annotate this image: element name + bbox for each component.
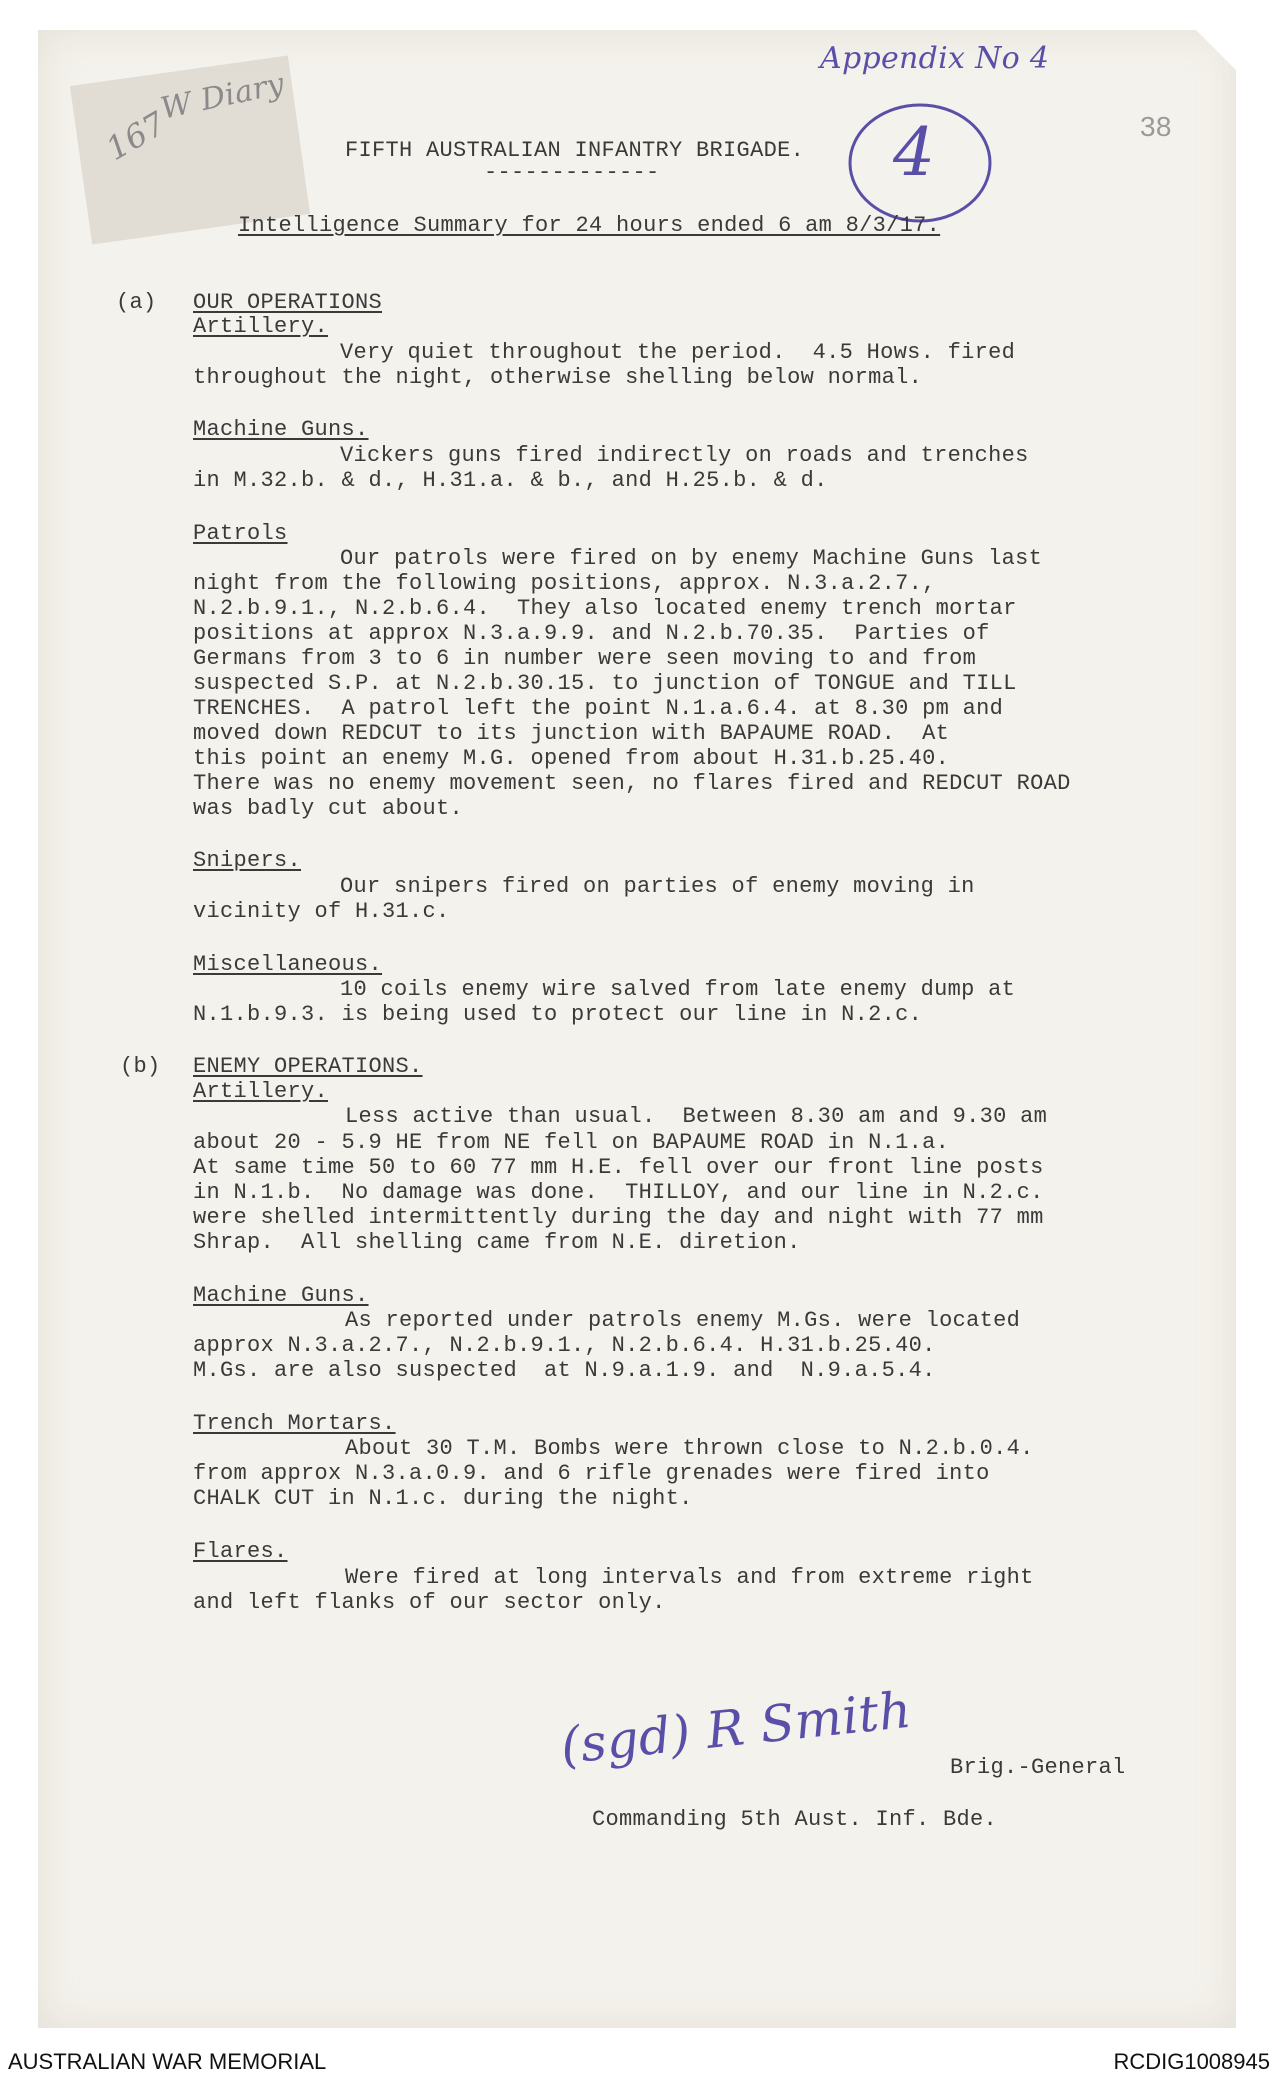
patrols-line: There was no enemy movement seen, no flares fired and REDCUT ROAD <box>193 771 1071 796</box>
page-number: 38 <box>1140 111 1172 142</box>
enemy-artillery-line: Less active than usual. Between 8.30 am and 9.30 am <box>345 1104 1048 1129</box>
document-title: FIFTH AUSTRALIAN INFANTRY BRIGADE. <box>345 138 805 163</box>
patrols-line: positions at approx N.3.a.9.9. and N.2.b.70.35. Parties of <box>193 621 990 646</box>
trench-mortars-line: CHALK CUT in N.1.c. during the night. <box>193 1486 693 1511</box>
circled-number: 4 <box>893 114 936 191</box>
flares-line: Were fired at long intervals and from extreme right <box>345 1565 1034 1590</box>
enemy-artillery-line: were shelled intermittently during the day and night with 77 mm <box>193 1205 1044 1230</box>
footer-archive-name: AUSTRALIAN WAR MEMORIAL <box>8 2049 327 2074</box>
corner-note-text: W Diary <box>157 66 288 127</box>
handwritten-signature: (sgd) R Smith <box>557 1680 915 1776</box>
signature-command: Commanding 5th Aust. Inf. Bde. <box>592 1807 998 1832</box>
snipers-line: Our snipers fired on parties of enemy moving in <box>340 874 975 899</box>
section-a-marker: (a) <box>116 290 157 315</box>
patrols-line: TRENCHES. A patrol left the point N.1.a.6.4. at 8.30 pm and <box>193 696 1004 721</box>
our-machine-guns-heading: Machine Guns. <box>193 417 369 442</box>
our-artillery-line: throughout the night, otherwise shelling below normal. <box>193 365 923 390</box>
appendix-annotation: Appendix No 4 <box>820 41 1050 76</box>
footer-record-id: RCDIG1008945 <box>1113 2049 1270 2074</box>
our-machine-guns-line: in M.32.b. & d., H.31.a. & b., and H.25.b. & d. <box>193 468 828 493</box>
miscellaneous-line: 10 coils enemy wire salved from late enemy dump at <box>340 977 1016 1002</box>
flares-line: and left flanks of our sector only. <box>193 1590 666 1615</box>
snipers-heading: Snipers. <box>193 848 302 873</box>
our-machine-guns-line: Vickers guns fired indirectly on roads and trenches <box>340 443 1029 468</box>
our-artillery-line: Very quiet throughout the period. 4.5 Hows. fired <box>340 340 1016 365</box>
patrols-line: suspected S.P. at N.2.b.30.15. to junction of TONGUE and TILL <box>193 671 1017 696</box>
miscellaneous-line: N.1.b.9.3. is being used to protect our line in N.2.c. <box>193 1002 923 1027</box>
enemy-machine-guns-heading: Machine Guns. <box>193 1283 369 1308</box>
enemy-artillery-line: Shrap. All shelling came from N.E. diretion. <box>193 1230 801 1255</box>
title-rule: ------------- <box>484 160 660 185</box>
patrols-line: Our patrols were fired on by enemy Machine Guns last <box>340 546 1043 571</box>
enemy-machine-guns-line: approx N.3.a.2.7., N.2.b.9.1., N.2.b.6.4. H.31.b.25.40. <box>193 1333 936 1358</box>
section-b-marker: (b) <box>120 1054 161 1079</box>
enemy-machine-guns-line: As reported under patrols enemy M.Gs. were located <box>345 1308 1021 1333</box>
patrols-line: Germans from 3 to 6 in number were seen moving to and from <box>193 646 977 671</box>
document-subtitle: Intelligence Summary for 24 hours ended 6 am 8/3/17. <box>238 213 941 238</box>
our-artillery-heading: Artillery. <box>193 314 329 339</box>
corner-note-number: 167 <box>99 104 173 168</box>
trench-mortars-line: from approx N.3.a.0.9. and 6 rifle grenades were fired into <box>193 1461 990 1486</box>
enemy-artillery-line: in N.1.b. No damage was done. THILLOY, and our line in N.2.c. <box>193 1180 1044 1205</box>
patrols-heading: Patrols <box>193 521 288 546</box>
patrols-line: this point an enemy M.G. opened from about H.31.b.25.40. <box>193 746 950 771</box>
enemy-artillery-line: about 20 - 5.9 HE from NE fell on BAPAUME ROAD in N.1.a. <box>193 1130 950 1155</box>
patrols-line: night from the following positions, approx. N.3.a.2.7., <box>193 571 936 596</box>
patrols-line: was badly cut about. <box>193 796 464 821</box>
section-a-heading: OUR OPERATIONS <box>193 290 383 315</box>
enemy-artillery-line: At same time 50 to 60 77 mm H.E. fell over our front line posts <box>193 1155 1044 1180</box>
enemy-artillery-heading: Artillery. <box>193 1079 329 1104</box>
miscellaneous-heading: Miscellaneous. <box>193 952 383 977</box>
flares-heading: Flares. <box>193 1539 288 1564</box>
trench-mortars-heading: Trench Mortars. <box>193 1411 396 1436</box>
signature-rank: Brig.-General <box>950 1755 1126 1780</box>
patrols-line: moved down REDCUT to its junction with BAPAUME ROAD. At <box>193 721 950 746</box>
snipers-line: vicinity of H.31.c. <box>193 899 450 924</box>
section-b-heading: ENEMY OPERATIONS. <box>193 1054 423 1079</box>
trench-mortars-line: About 30 T.M. Bombs were thrown close to N.2.b.0.4. <box>345 1436 1034 1461</box>
enemy-machine-guns-line: M.Gs. are also suspected at N.9.a.1.9. and N.9.a.5.4. <box>193 1358 936 1383</box>
patrols-line: N.2.b.9.1., N.2.b.6.4. They also located enemy trench mortar <box>193 596 1017 621</box>
